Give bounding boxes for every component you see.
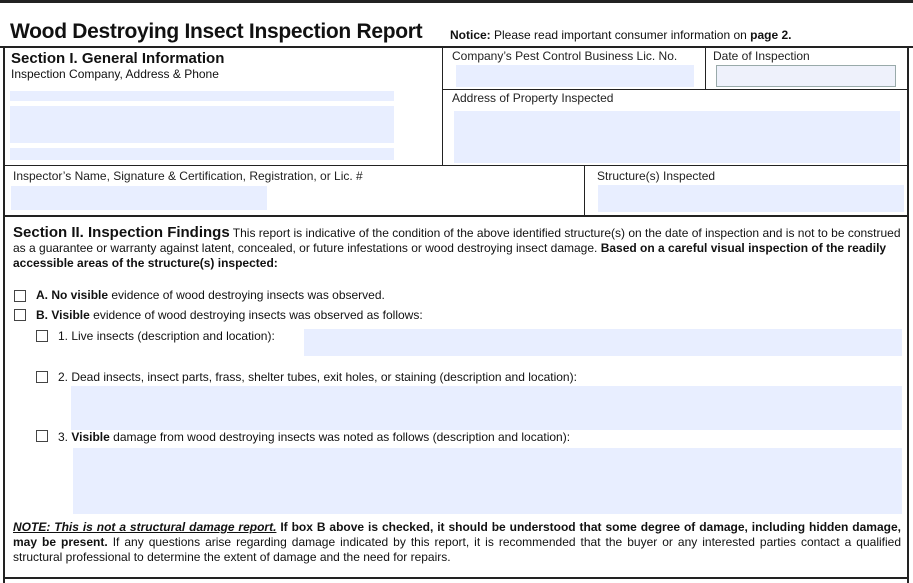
option-a-bold: No visible (51, 288, 109, 302)
license-date-divider (705, 46, 706, 90)
inspector-field[interactable] (11, 186, 267, 210)
option-b-bold: Visible (51, 308, 90, 322)
right-border (907, 46, 909, 583)
checkbox-live-insects[interactable] (36, 330, 48, 342)
checkbox-visible-damage[interactable] (36, 430, 48, 442)
license-field[interactable] (456, 65, 694, 87)
address-label: Address of Property Inspected (452, 91, 614, 105)
section2-intro-text: This report is indicative of the condition of the above identified structure(s) on the date of inspection and is not to be construed as a guarantee or warranty against latent, concealed, or future infestations or wood destroying insect damage. (13, 226, 901, 255)
item2-label: 2. Dead insects, insect parts, frass, shelter tubes, exit holes, or staining (description and location): (58, 370, 577, 384)
inspector-structures-divider (584, 165, 585, 216)
structures-label: Structure(s) Inspected (597, 169, 716, 183)
checkbox-a[interactable] (14, 290, 26, 302)
header-divider (0, 46, 913, 48)
option-a-text (36, 288, 385, 302)
option-b-body: evidence of wood destroying insects was observed as follows: (89, 308, 423, 322)
company-phone-field[interactable] (10, 148, 394, 160)
option-b-letter: B. (36, 308, 48, 322)
license-label: Company’s Pest Control Business Lic. No. (452, 49, 678, 63)
section1-title: Section I. General Information (11, 50, 225, 67)
option-a-body: evidence of wood destroying insects was observed. (108, 288, 385, 302)
company-address-field[interactable] (10, 106, 394, 143)
section2-divider (3, 215, 909, 217)
license-row-divider (443, 89, 909, 90)
note-bold: If box B above is checked, it should be understood that some degree of damage, including hidden damage, may be present. (13, 520, 901, 549)
notice-page-ref: page 2. (750, 28, 792, 42)
address-field[interactable] (454, 111, 900, 163)
section1-col-divider (442, 46, 443, 166)
bottom-divider (3, 577, 909, 579)
section2-intro (13, 225, 903, 271)
item3-prefix: 3. (58, 430, 72, 444)
option-b-text (36, 308, 423, 322)
top-border (0, 0, 913, 3)
section2-intro-bold: Based on a careful visual inspection of the readily accessible areas of the structure(s) inspected: (13, 241, 887, 270)
note-label: NOTE: This is not a structural damage report. (13, 520, 277, 534)
company-label: Inspection Company, Address & Phone (11, 67, 219, 81)
visible-damage-field[interactable] (73, 448, 902, 514)
section2-title: Section II. Inspection Findings (13, 224, 230, 241)
notice-body: Please read important consumer information on (490, 28, 751, 42)
checkbox-b[interactable] (14, 309, 26, 321)
notice-label: Notice: (450, 28, 491, 42)
option-a-letter: A. (36, 288, 48, 302)
dead-insects-field[interactable] (71, 386, 902, 430)
inspector-row-divider (3, 165, 909, 166)
date-label: Date of Inspection (713, 49, 810, 63)
live-insects-field[interactable] (304, 329, 902, 356)
item3-body: damage from wood destroying insects was noted as follows (description and location): (109, 430, 571, 444)
date-field[interactable] (716, 65, 896, 87)
notice-text (450, 28, 792, 42)
item3-bold: Visible (71, 430, 110, 444)
checkbox-dead-insects[interactable] (36, 371, 48, 383)
note-body: If any questions arise regarding damage indicated by this report, it is recommended that the buyer or any interested parties contact a qualified structural professional to determine the extent of damage and the need for repairs. (13, 535, 902, 564)
report-title: Wood Destroying Insect Inspection Report (10, 20, 423, 43)
left-border (3, 46, 5, 583)
structures-field[interactable] (598, 185, 904, 212)
inspector-label: Inspector’s Name, Signature & Certification, Registration, or Lic. # (13, 169, 363, 183)
company-name-field[interactable] (10, 91, 394, 101)
note-paragraph (13, 520, 901, 565)
item3-label (58, 430, 570, 444)
item1-label: 1. Live insects (description and location): (58, 329, 275, 343)
